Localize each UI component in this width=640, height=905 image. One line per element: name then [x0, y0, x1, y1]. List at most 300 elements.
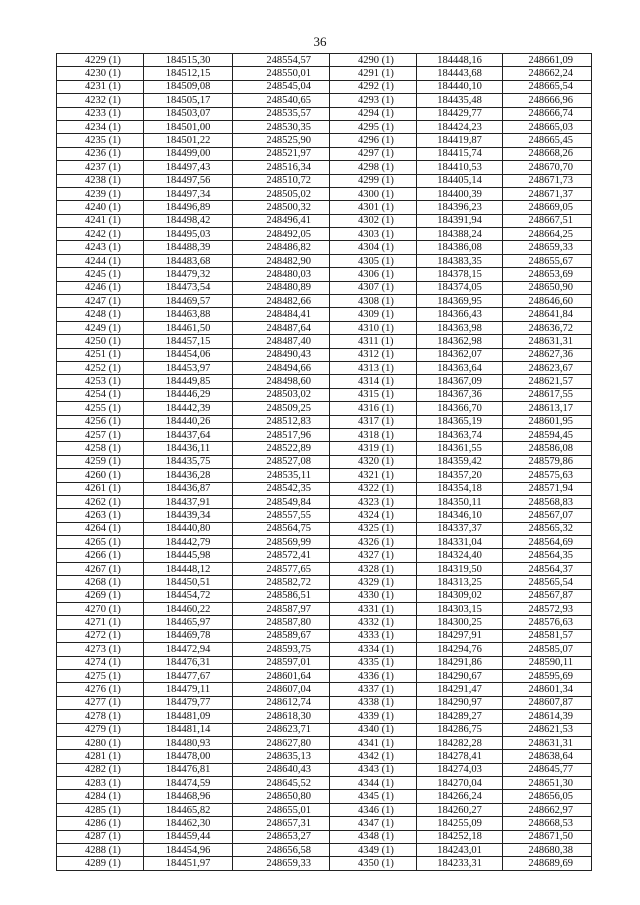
y-coordinate-cell: 248665,45: [503, 134, 592, 147]
y-coordinate-cell: 248607,04: [233, 683, 330, 696]
table-row: [57, 361, 592, 374]
point-id-cell: 4253 (1): [57, 375, 144, 388]
x-coordinate-cell: 184476,81: [144, 763, 233, 776]
y-coordinate-cell: 248550,01: [233, 67, 330, 80]
x-coordinate-cell: 184419,87: [417, 134, 503, 147]
x-coordinate-cell: 184468,96: [144, 790, 233, 803]
table-row: [57, 803, 592, 816]
x-coordinate-cell: 184429,77: [417, 107, 503, 120]
y-coordinate-cell: 248661,09: [503, 54, 592, 67]
point-id-cell: 4242 (1): [57, 228, 144, 241]
y-coordinate-cell: 248645,52: [233, 777, 330, 790]
table-row: [57, 750, 592, 763]
point-id-cell: 4273 (1): [57, 643, 144, 656]
point-id-cell: 4255 (1): [57, 402, 144, 415]
point-id-cell: 4243 (1): [57, 241, 144, 254]
y-coordinate-cell: 248640,43: [233, 763, 330, 776]
y-coordinate-cell: 248631,31: [503, 736, 592, 749]
y-coordinate-cell: 248542,35: [233, 482, 330, 495]
x-coordinate-cell: 184405,14: [417, 174, 503, 187]
table-row: [57, 375, 592, 388]
x-coordinate-cell: 184463,88: [144, 308, 233, 321]
x-coordinate-cell: 184291,86: [417, 656, 503, 669]
point-id-cell: 4251 (1): [57, 348, 144, 361]
y-coordinate-cell: 248621,53: [503, 723, 592, 736]
point-id-cell: 4337 (1): [330, 683, 417, 696]
point-id-cell: 4275 (1): [57, 669, 144, 682]
y-coordinate-cell: 248595,69: [503, 669, 592, 682]
x-coordinate-cell: 184357,20: [417, 469, 503, 482]
table-row: [57, 790, 592, 803]
table-row: [57, 696, 592, 709]
y-coordinate-cell: 248490,43: [233, 348, 330, 361]
y-coordinate-cell: 248641,84: [503, 308, 592, 321]
x-coordinate-cell: 184479,11: [144, 683, 233, 696]
x-coordinate-cell: 184435,75: [144, 455, 233, 468]
y-coordinate-cell: 248572,93: [503, 603, 592, 616]
x-coordinate-cell: 184495,03: [144, 228, 233, 241]
point-id-cell: 4259 (1): [57, 455, 144, 468]
y-coordinate-cell: 248656,05: [503, 790, 592, 803]
table-row: [57, 147, 592, 160]
y-coordinate-cell: 248689,69: [503, 857, 592, 870]
y-coordinate-cell: 248589,67: [233, 629, 330, 642]
y-coordinate-cell: 248650,80: [233, 790, 330, 803]
y-coordinate-cell: 248503,02: [233, 388, 330, 401]
y-coordinate-cell: 248680,38: [503, 844, 592, 857]
point-id-cell: 4290 (1): [330, 54, 417, 67]
y-coordinate-cell: 248631,31: [503, 335, 592, 348]
table-row: [57, 817, 592, 830]
table-row: [57, 134, 592, 147]
y-coordinate-cell: 248655,67: [503, 254, 592, 267]
table-row: [57, 562, 592, 575]
x-coordinate-cell: 184361,55: [417, 442, 503, 455]
point-id-cell: 4232 (1): [57, 94, 144, 107]
x-coordinate-cell: 184445,98: [144, 549, 233, 562]
x-coordinate-cell: 184396,23: [417, 201, 503, 214]
point-id-cell: 4262 (1): [57, 495, 144, 508]
point-id-cell: 4339 (1): [330, 710, 417, 723]
y-coordinate-cell: 248585,07: [503, 643, 592, 656]
table-row: [57, 321, 592, 334]
point-id-cell: 4236 (1): [57, 147, 144, 160]
table-row: [57, 241, 592, 254]
x-coordinate-cell: 184460,22: [144, 603, 233, 616]
point-id-cell: 4265 (1): [57, 536, 144, 549]
x-coordinate-cell: 184512,15: [144, 67, 233, 80]
y-coordinate-cell: 248594,45: [503, 428, 592, 441]
point-id-cell: 4341 (1): [330, 736, 417, 749]
y-coordinate-cell: 248530,35: [233, 120, 330, 133]
y-coordinate-cell: 248565,32: [503, 522, 592, 535]
y-coordinate-cell: 248565,54: [503, 576, 592, 589]
x-coordinate-cell: 184324,40: [417, 549, 503, 562]
y-coordinate-cell: 248494,66: [233, 361, 330, 374]
table-row: [57, 763, 592, 776]
x-coordinate-cell: 184367,36: [417, 388, 503, 401]
x-coordinate-cell: 184378,15: [417, 268, 503, 281]
x-coordinate-cell: 184437,91: [144, 495, 233, 508]
point-id-cell: 4234 (1): [57, 120, 144, 133]
y-coordinate-cell: 248480,03: [233, 268, 330, 281]
point-id-cell: 4278 (1): [57, 710, 144, 723]
point-id-cell: 4281 (1): [57, 750, 144, 763]
x-coordinate-cell: 184386,08: [417, 241, 503, 254]
point-id-cell: 4264 (1): [57, 522, 144, 535]
table-row: [57, 616, 592, 629]
table-row: [57, 669, 592, 682]
x-coordinate-cell: 184388,24: [417, 228, 503, 241]
table-row: [57, 777, 592, 790]
point-id-cell: 4322 (1): [330, 482, 417, 495]
x-coordinate-cell: 184243,01: [417, 844, 503, 857]
y-coordinate-cell: 248623,67: [503, 361, 592, 374]
point-id-cell: 4331 (1): [330, 603, 417, 616]
point-id-cell: 4308 (1): [330, 295, 417, 308]
point-id-cell: 4285 (1): [57, 803, 144, 816]
y-coordinate-cell: 248601,64: [233, 669, 330, 682]
x-coordinate-cell: 184291,47: [417, 683, 503, 696]
point-id-cell: 4310 (1): [330, 321, 417, 334]
y-coordinate-cell: 248554,57: [233, 54, 330, 67]
x-coordinate-cell: 184498,42: [144, 214, 233, 227]
x-coordinate-cell: 184454,72: [144, 589, 233, 602]
y-coordinate-cell: 248535,11: [233, 469, 330, 482]
y-coordinate-cell: 248671,73: [503, 174, 592, 187]
y-coordinate-cell: 248621,57: [503, 375, 592, 388]
y-coordinate-cell: 248517,96: [233, 428, 330, 441]
x-coordinate-cell: 184391,94: [417, 214, 503, 227]
x-coordinate-cell: 184474,59: [144, 777, 233, 790]
y-coordinate-cell: 248527,08: [233, 455, 330, 468]
y-coordinate-cell: 248564,35: [503, 549, 592, 562]
table-row: [57, 254, 592, 267]
y-coordinate-cell: 248617,55: [503, 388, 592, 401]
point-id-cell: 4316 (1): [330, 402, 417, 415]
y-coordinate-cell: 248653,27: [233, 830, 330, 843]
y-coordinate-cell: 248510,72: [233, 174, 330, 187]
y-coordinate-cell: 248627,36: [503, 348, 592, 361]
point-id-cell: 4326 (1): [330, 536, 417, 549]
y-coordinate-cell: 248557,55: [233, 509, 330, 522]
y-coordinate-cell: 248512,83: [233, 415, 330, 428]
point-id-cell: 4292 (1): [330, 80, 417, 93]
point-id-cell: 4283 (1): [57, 777, 144, 790]
point-id-cell: 4296 (1): [330, 134, 417, 147]
table-row: [57, 388, 592, 401]
point-id-cell: 4307 (1): [330, 281, 417, 294]
y-coordinate-cell: 248579,86: [503, 455, 592, 468]
point-id-cell: 4256 (1): [57, 415, 144, 428]
point-id-cell: 4325 (1): [330, 522, 417, 535]
x-coordinate-cell: 184383,35: [417, 254, 503, 267]
x-coordinate-cell: 184286,75: [417, 723, 503, 736]
table-row: [57, 295, 592, 308]
point-id-cell: 4329 (1): [330, 576, 417, 589]
point-id-cell: 4247 (1): [57, 295, 144, 308]
x-coordinate-cell: 184366,43: [417, 308, 503, 321]
x-coordinate-cell: 184501,22: [144, 134, 233, 147]
y-coordinate-cell: 248521,97: [233, 147, 330, 160]
point-id-cell: 4304 (1): [330, 241, 417, 254]
point-id-cell: 4317 (1): [330, 415, 417, 428]
y-coordinate-cell: 248659,33: [233, 857, 330, 870]
x-coordinate-cell: 184478,00: [144, 750, 233, 763]
y-coordinate-cell: 248668,26: [503, 147, 592, 160]
point-id-cell: 4340 (1): [330, 723, 417, 736]
y-coordinate-cell: 248597,01: [233, 656, 330, 669]
table-row: [57, 268, 592, 281]
point-id-cell: 4315 (1): [330, 388, 417, 401]
x-coordinate-cell: 184479,77: [144, 696, 233, 709]
point-id-cell: 4289 (1): [57, 857, 144, 870]
x-coordinate-cell: 184501,00: [144, 120, 233, 133]
x-coordinate-cell: 184496,89: [144, 201, 233, 214]
x-coordinate-cell: 184266,24: [417, 790, 503, 803]
y-coordinate-cell: 248576,63: [503, 616, 592, 629]
y-coordinate-cell: 248568,83: [503, 495, 592, 508]
table-row: [57, 201, 592, 214]
table-row: [57, 335, 592, 348]
table-row: [57, 67, 592, 80]
table-row: [57, 830, 592, 843]
x-coordinate-cell: 184459,44: [144, 830, 233, 843]
y-coordinate-cell: 248607,87: [503, 696, 592, 709]
y-coordinate-cell: 248635,13: [233, 750, 330, 763]
table-row: [57, 442, 592, 455]
x-coordinate-cell: 184499,00: [144, 147, 233, 160]
point-id-cell: 4312 (1): [330, 348, 417, 361]
y-coordinate-cell: 248655,01: [233, 803, 330, 816]
y-coordinate-cell: 248668,53: [503, 817, 592, 830]
x-coordinate-cell: 184440,10: [417, 80, 503, 93]
table-row: [57, 228, 592, 241]
y-coordinate-cell: 248627,80: [233, 736, 330, 749]
point-id-cell: 4323 (1): [330, 495, 417, 508]
y-coordinate-cell: 248482,90: [233, 254, 330, 267]
x-coordinate-cell: 184446,29: [144, 388, 233, 401]
x-coordinate-cell: 184354,18: [417, 482, 503, 495]
point-id-cell: 4298 (1): [330, 161, 417, 174]
y-coordinate-cell: 248586,08: [503, 442, 592, 455]
page-number: 36: [313, 34, 327, 49]
x-coordinate-cell: 184233,31: [417, 857, 503, 870]
table-row: [57, 415, 592, 428]
point-id-cell: 4302 (1): [330, 214, 417, 227]
point-id-cell: 4245 (1): [57, 268, 144, 281]
x-coordinate-cell: 184461,50: [144, 321, 233, 334]
point-id-cell: 4338 (1): [330, 696, 417, 709]
point-id-cell: 4254 (1): [57, 388, 144, 401]
x-coordinate-cell: 184448,12: [144, 562, 233, 575]
table-row: [57, 455, 592, 468]
y-coordinate-cell: 248577,65: [233, 562, 330, 575]
y-coordinate-cell: 248651,30: [503, 777, 592, 790]
table-row: [57, 522, 592, 535]
x-coordinate-cell: 184497,56: [144, 174, 233, 187]
x-coordinate-cell: 184374,05: [417, 281, 503, 294]
table-row: [57, 643, 592, 656]
x-coordinate-cell: 184255,09: [417, 817, 503, 830]
point-id-cell: 4348 (1): [330, 830, 417, 843]
table-row: [57, 107, 592, 120]
y-coordinate-cell: 248482,66: [233, 295, 330, 308]
point-id-cell: 4346 (1): [330, 803, 417, 816]
table-row: [57, 54, 592, 67]
point-id-cell: 4237 (1): [57, 161, 144, 174]
table-row: [57, 174, 592, 187]
table-row: [57, 402, 592, 415]
table-row: [57, 576, 592, 589]
y-coordinate-cell: 248569,99: [233, 536, 330, 549]
point-id-cell: 4314 (1): [330, 375, 417, 388]
point-id-cell: 4291 (1): [330, 67, 417, 80]
y-coordinate-cell: 248564,75: [233, 522, 330, 535]
y-coordinate-cell: 248487,40: [233, 335, 330, 348]
table-row: [57, 589, 592, 602]
x-coordinate-cell: 184454,96: [144, 844, 233, 857]
y-coordinate-cell: 248613,17: [503, 402, 592, 415]
table-row: [57, 857, 592, 870]
x-coordinate-cell: 184505,17: [144, 94, 233, 107]
y-coordinate-cell: 248593,75: [233, 643, 330, 656]
point-id-cell: 4313 (1): [330, 361, 417, 374]
x-coordinate-cell: 184252,18: [417, 830, 503, 843]
x-coordinate-cell: 184410,53: [417, 161, 503, 174]
point-id-cell: 4279 (1): [57, 723, 144, 736]
x-coordinate-cell: 184451,97: [144, 857, 233, 870]
y-coordinate-cell: 248646,60: [503, 295, 592, 308]
point-id-cell: 4320 (1): [330, 455, 417, 468]
point-id-cell: 4266 (1): [57, 549, 144, 562]
point-id-cell: 4318 (1): [330, 428, 417, 441]
point-id-cell: 4271 (1): [57, 616, 144, 629]
x-coordinate-cell: 184303,15: [417, 603, 503, 616]
x-coordinate-cell: 184282,28: [417, 736, 503, 749]
point-id-cell: 4229 (1): [57, 54, 144, 67]
y-coordinate-cell: 248496,41: [233, 214, 330, 227]
y-coordinate-cell: 248582,72: [233, 576, 330, 589]
y-coordinate-cell: 248666,74: [503, 107, 592, 120]
x-coordinate-cell: 184450,51: [144, 576, 233, 589]
point-id-cell: 4249 (1): [57, 321, 144, 334]
x-coordinate-cell: 184462,30: [144, 817, 233, 830]
x-coordinate-cell: 184366,70: [417, 402, 503, 415]
point-id-cell: 4343 (1): [330, 763, 417, 776]
x-coordinate-cell: 184415,74: [417, 147, 503, 160]
point-id-cell: 4257 (1): [57, 428, 144, 441]
point-id-cell: 4287 (1): [57, 830, 144, 843]
x-coordinate-cell: 184465,97: [144, 616, 233, 629]
point-id-cell: 4300 (1): [330, 187, 417, 200]
point-id-cell: 4332 (1): [330, 616, 417, 629]
table-row: [57, 94, 592, 107]
y-coordinate-cell: 248500,32: [233, 201, 330, 214]
point-id-cell: 4328 (1): [330, 562, 417, 575]
y-coordinate-cell: 248638,64: [503, 750, 592, 763]
y-coordinate-cell: 248509,25: [233, 402, 330, 415]
x-coordinate-cell: 184440,26: [144, 415, 233, 428]
x-coordinate-cell: 184457,15: [144, 335, 233, 348]
point-id-cell: 4267 (1): [57, 562, 144, 575]
y-coordinate-cell: 248653,69: [503, 268, 592, 281]
x-coordinate-cell: 184469,57: [144, 295, 233, 308]
y-coordinate-cell: 248636,72: [503, 321, 592, 334]
point-id-cell: 4241 (1): [57, 214, 144, 227]
point-id-cell: 4334 (1): [330, 643, 417, 656]
y-coordinate-cell: 248665,03: [503, 120, 592, 133]
table-row: [57, 187, 592, 200]
table-row: [57, 495, 592, 508]
x-coordinate-cell: 184350,11: [417, 495, 503, 508]
x-coordinate-cell: 184400,39: [417, 187, 503, 200]
y-coordinate-cell: 248662,97: [503, 803, 592, 816]
x-coordinate-cell: 184319,50: [417, 562, 503, 575]
y-coordinate-cell: 248525,90: [233, 134, 330, 147]
point-id-cell: 4244 (1): [57, 254, 144, 267]
x-coordinate-cell: 184369,95: [417, 295, 503, 308]
point-id-cell: 4230 (1): [57, 67, 144, 80]
y-coordinate-cell: 248669,05: [503, 201, 592, 214]
y-coordinate-cell: 248492,05: [233, 228, 330, 241]
x-coordinate-cell: 184479,32: [144, 268, 233, 281]
table-row: [57, 469, 592, 482]
x-coordinate-cell: 184270,04: [417, 777, 503, 790]
point-id-cell: 4260 (1): [57, 469, 144, 482]
y-coordinate-cell: 248657,31: [233, 817, 330, 830]
x-coordinate-cell: 184436,11: [144, 442, 233, 455]
y-coordinate-cell: 248486,82: [233, 241, 330, 254]
point-id-cell: 4295 (1): [330, 120, 417, 133]
table-row: [57, 482, 592, 495]
point-id-cell: 4327 (1): [330, 549, 417, 562]
x-coordinate-cell: 184290,97: [417, 696, 503, 709]
y-coordinate-cell: 248667,51: [503, 214, 592, 227]
x-coordinate-cell: 184359,42: [417, 455, 503, 468]
y-coordinate-cell: 248665,54: [503, 80, 592, 93]
point-id-cell: 4311 (1): [330, 335, 417, 348]
point-id-cell: 4342 (1): [330, 750, 417, 763]
coordinates-table-body: [57, 54, 592, 871]
point-id-cell: 4268 (1): [57, 576, 144, 589]
y-coordinate-cell: 248575,63: [503, 469, 592, 482]
x-coordinate-cell: 184448,16: [417, 54, 503, 67]
point-id-cell: 4319 (1): [330, 442, 417, 455]
point-id-cell: 4270 (1): [57, 603, 144, 616]
x-coordinate-cell: 184313,25: [417, 576, 503, 589]
x-coordinate-cell: 184497,43: [144, 161, 233, 174]
point-id-cell: 4280 (1): [57, 736, 144, 749]
y-coordinate-cell: 248522,89: [233, 442, 330, 455]
table-row: [57, 736, 592, 749]
table-row: [57, 603, 592, 616]
point-id-cell: 4272 (1): [57, 629, 144, 642]
y-coordinate-cell: 248549,84: [233, 495, 330, 508]
x-coordinate-cell: 184362,98: [417, 335, 503, 348]
y-coordinate-cell: 248601,95: [503, 415, 592, 428]
y-coordinate-cell: 248567,07: [503, 509, 592, 522]
y-coordinate-cell: 248564,69: [503, 536, 592, 549]
x-coordinate-cell: 184260,27: [417, 803, 503, 816]
y-coordinate-cell: 248587,80: [233, 616, 330, 629]
x-coordinate-cell: 184294,76: [417, 643, 503, 656]
table-row: [57, 656, 592, 669]
x-coordinate-cell: 184483,68: [144, 254, 233, 267]
point-id-cell: 4344 (1): [330, 777, 417, 790]
coordinates-table: [56, 53, 592, 871]
table-row: [57, 549, 592, 562]
